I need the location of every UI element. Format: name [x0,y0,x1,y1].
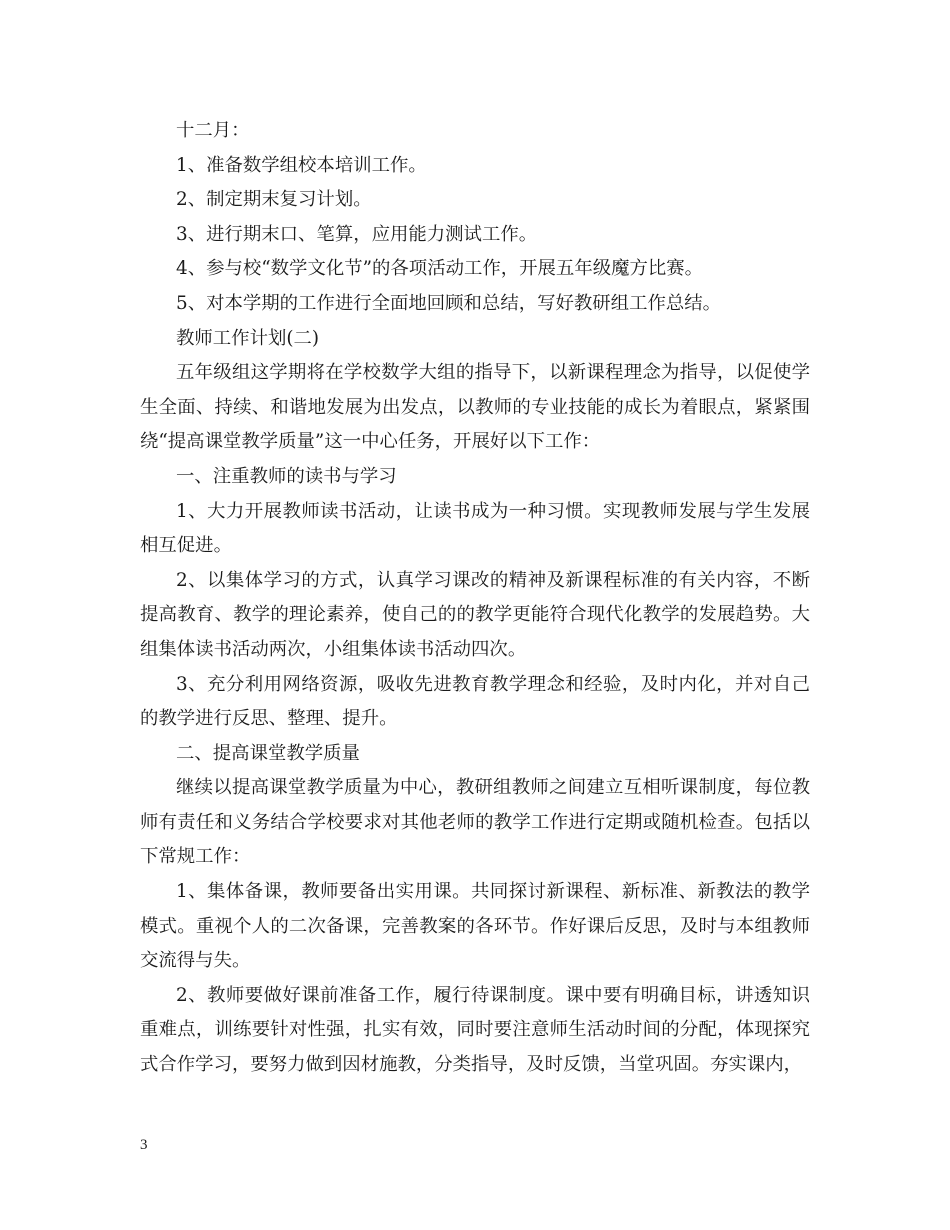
paragraph-quality-1: 1、集体备课，教师要备出实用课。共同探讨新课程、新标准、新教法的教学模式。重视个人的二次备课，完善教案的各环节。作好课后反思，及时与本组教师交流得与失。 [140,881,810,972]
paragraph-reading-3: 3、充分利用网络资源，吸收先进教育教学理念和经验，及时内化，并对自己的教学进行反思、整理、提升。 [140,673,810,730]
section-heading-quality: 二、提高课堂教学质量 [176,742,360,764]
paragraph-quality-2: 2、教师要做好课前准备工作，履行待课制度。课中要有明确目标，讲透知识重难点，训练要针对性强，扎实有效，同时要注意师生活动时间的分配，体现探究式合作学习，要努力做到因材施教，分类指导，及时反馈，当堂巩固。夯实课内， [140,984,810,1076]
paragraph-item-3: 3、进行期末口、笔算，应用能力测试工作。 [176,223,538,245]
paragraph-item-4: 4、参与校“数学文化节”的各项活动工作，开展五年级魔方比赛。 [176,258,704,280]
page-number: 3 [140,1137,148,1153]
section-title-plan-two: 教师工作计划(二) [176,327,320,349]
paragraph-december-heading: 十二月： [176,120,250,141]
paragraph-item-2: 2、制定期末复习计划。 [176,189,372,211]
paragraph-intro: 五年级组这学期将在学校数学大组的指导下，以新课程理念为指导，以促使学生全面、持续、和谐地发展为出发点，以教师的专业技能的成长为着眼点，紧紧围绕“提高课堂教学质量”这一中心任务，开展好以下工作： [140,362,810,453]
document-body [140,114,810,1083]
paragraph-item-5: 5、对本学期的工作进行全面地回顾和总结，写好教研组工作总结。 [176,292,722,314]
paragraph-quality-intro: 继续以提高课堂教学质量为中心，教研组教师之间建立互相听课制度，每位教师有责任和义务结合学校要求对其他老师的教学工作进行定期或随机检查。包括以下常规工作： [140,777,810,868]
section-heading-reading: 一、注重教师的读书与学习 [176,465,397,487]
paragraph-reading-1: 1、大力开展教师读书活动，让读书成为一种习惯。实现教师发展与学生发展相互促进。 [140,500,810,557]
paragraph-reading-2: 2、以集体学习的方式，认真学习课改的精神及新课程标准的有关内容，不断提高教育、教学的理论素养，使自己的的教学更能符合现代化教学的发展趋势。大组集体读书活动两次，小组集体读书活动四次。 [140,569,810,660]
paragraph-item-1: 1、准备数学组校本培训工作。 [176,154,427,176]
